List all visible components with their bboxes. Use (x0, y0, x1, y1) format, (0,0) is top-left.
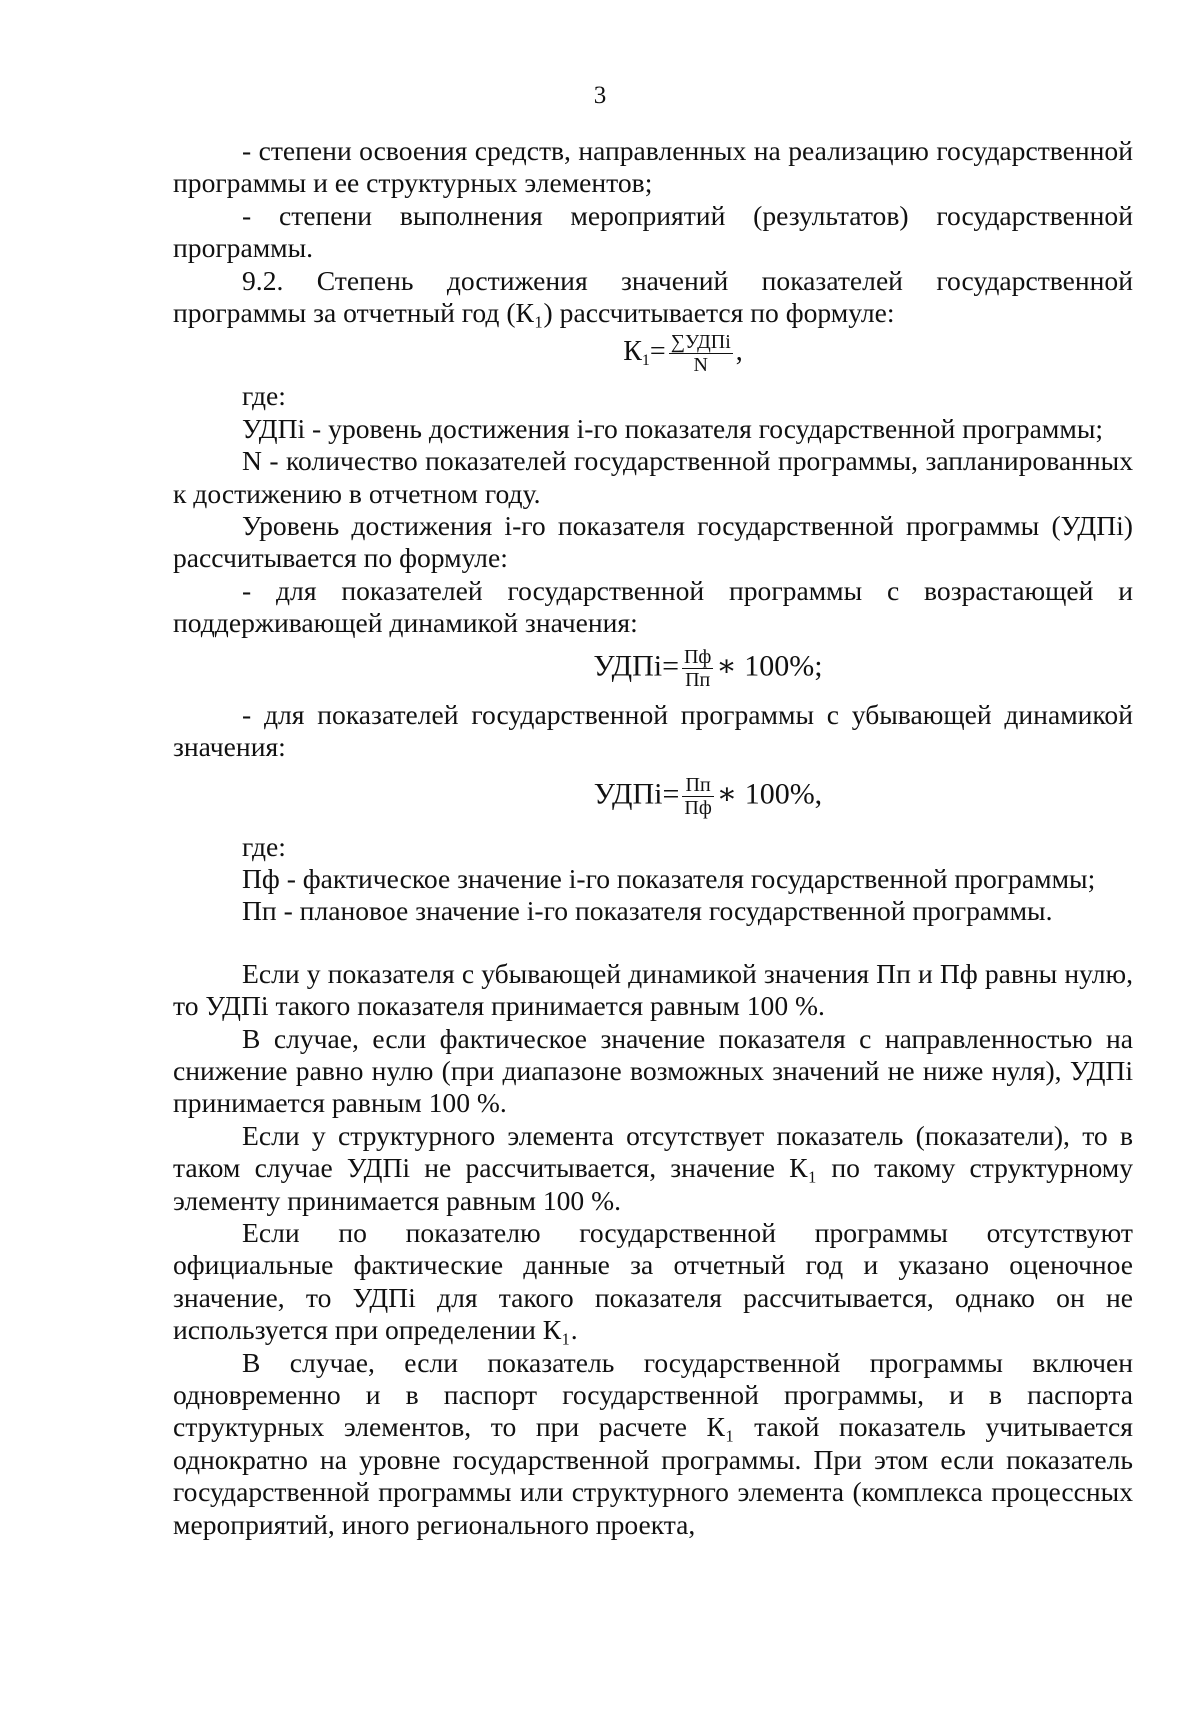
paragraph: - степени выполнения мероприятий (результатов) государственной программы. (173, 199, 1133, 264)
paragraph: - для показателей государственной программы с возрастающей и поддерживающей динамикой значения: (173, 574, 1133, 639)
formula-k1-lhs-subscript: 1 (641, 352, 650, 370)
formula-udpi-decreasing-tail: ∗ 100%, (716, 776, 823, 810)
paragraph: Если у структурного элемента отсутствует показатель (показатели), то в таком случае УДПі не рассчитывается, значение К₁ по такому структурному элементу принимается равным 100 %. (173, 1119, 1133, 1216)
paragraph: - степени освоения средств, направленных на реализацию государственной программы и ее структурных элементов; (173, 135, 1133, 199)
formula-udpi-increasing-fraction (682, 646, 713, 691)
paragraph: УДПі - уровень достижения і-го показателя государственной программы; (242, 412, 1104, 444)
paragraph: Если по показателю государственной программы отсутствуют официальные фактические данные за отчетный год и указано оценочное значение, то УДПі для такого показателя рассчитывается, однако он не используется при определении К₁. (173, 1216, 1133, 1346)
paragraph: 9.2. Степень достижения значений показателей государственной программы за отчетный год (К₁) рассчитывается по формуле: (173, 264, 1133, 329)
formula-udpi-decreasing-fraction (682, 774, 713, 819)
formula-k1-numerator: ∑УДПi (670, 331, 731, 354)
paragraph: Пп - плановое значение і-го показателя государственной программы. (242, 895, 1053, 927)
formula-udpi-increasing-numerator: Пф (683, 645, 712, 668)
formula-k1-denominator: N (693, 354, 708, 377)
paragraph: Если у показателя с убывающей динамикой значения Пп и Пф равны нулю, то УДПі такого показателя принимается равным 100 %. (173, 957, 1133, 1022)
formula-udpi-decreasing-denominator: Пф (684, 796, 712, 819)
formula-udpi-increasing-denominator: Пп (685, 668, 711, 691)
formula-udpi-decreasing (173, 764, 1133, 831)
page-number: 3 (593, 82, 607, 109)
paragraph: Уровень достижения і-го показателя государственной программы (УДПі) рассчитывается по формуле: (173, 510, 1133, 574)
formula-k1 (233, 329, 1133, 380)
formula-k1-equals: = (649, 336, 666, 368)
formula-k1-fraction (669, 331, 733, 376)
page-content (173, 135, 1133, 1541)
formula-udpi-decreasing-numerator: Пп (682, 774, 713, 797)
formula-udpi-increasing-lhs: УДПі= (593, 649, 679, 683)
paragraph: Пф - фактическое значение і-го показателя государственной программы; (242, 862, 1096, 894)
paragraph: В случае, если показатель государственной программы включен одновременно и в паспорт государственной программы, и в паспорта структурных элементов, то при расчете К₁ такой показатель учитывается однократно на уровне государственной программы. При этом если показатель государственной программы или структурного элемента (комплекса процессных мероприятий, иного регионального проекта, (173, 1346, 1133, 1540)
formula-udpi-decreasing-lhs: УДПі= (593, 776, 680, 810)
paragraph-gap (173, 928, 1133, 958)
formula-udpi-increasing-tail: ∗ 100%; (716, 649, 823, 683)
paragraph: где: (242, 380, 286, 412)
formula-k1-lhs: К (623, 336, 642, 368)
paragraph: В случае, если фактическое значение показателя с направленностью на снижение равно нулю (при диапазоне возможных значений не ниже нуля), УДПі принимается равным 100 %. (173, 1022, 1133, 1119)
formula-k1-tail: , (735, 336, 743, 368)
paragraph: - для показателей государственной программы с убывающей динамикой значения: (173, 698, 1133, 763)
formula-udpi-increasing (173, 640, 1133, 699)
paragraph: где: (242, 830, 286, 862)
paragraph: N - количество показателей государственной программы, запланированных к достижению в отчетном году. (173, 445, 1133, 509)
